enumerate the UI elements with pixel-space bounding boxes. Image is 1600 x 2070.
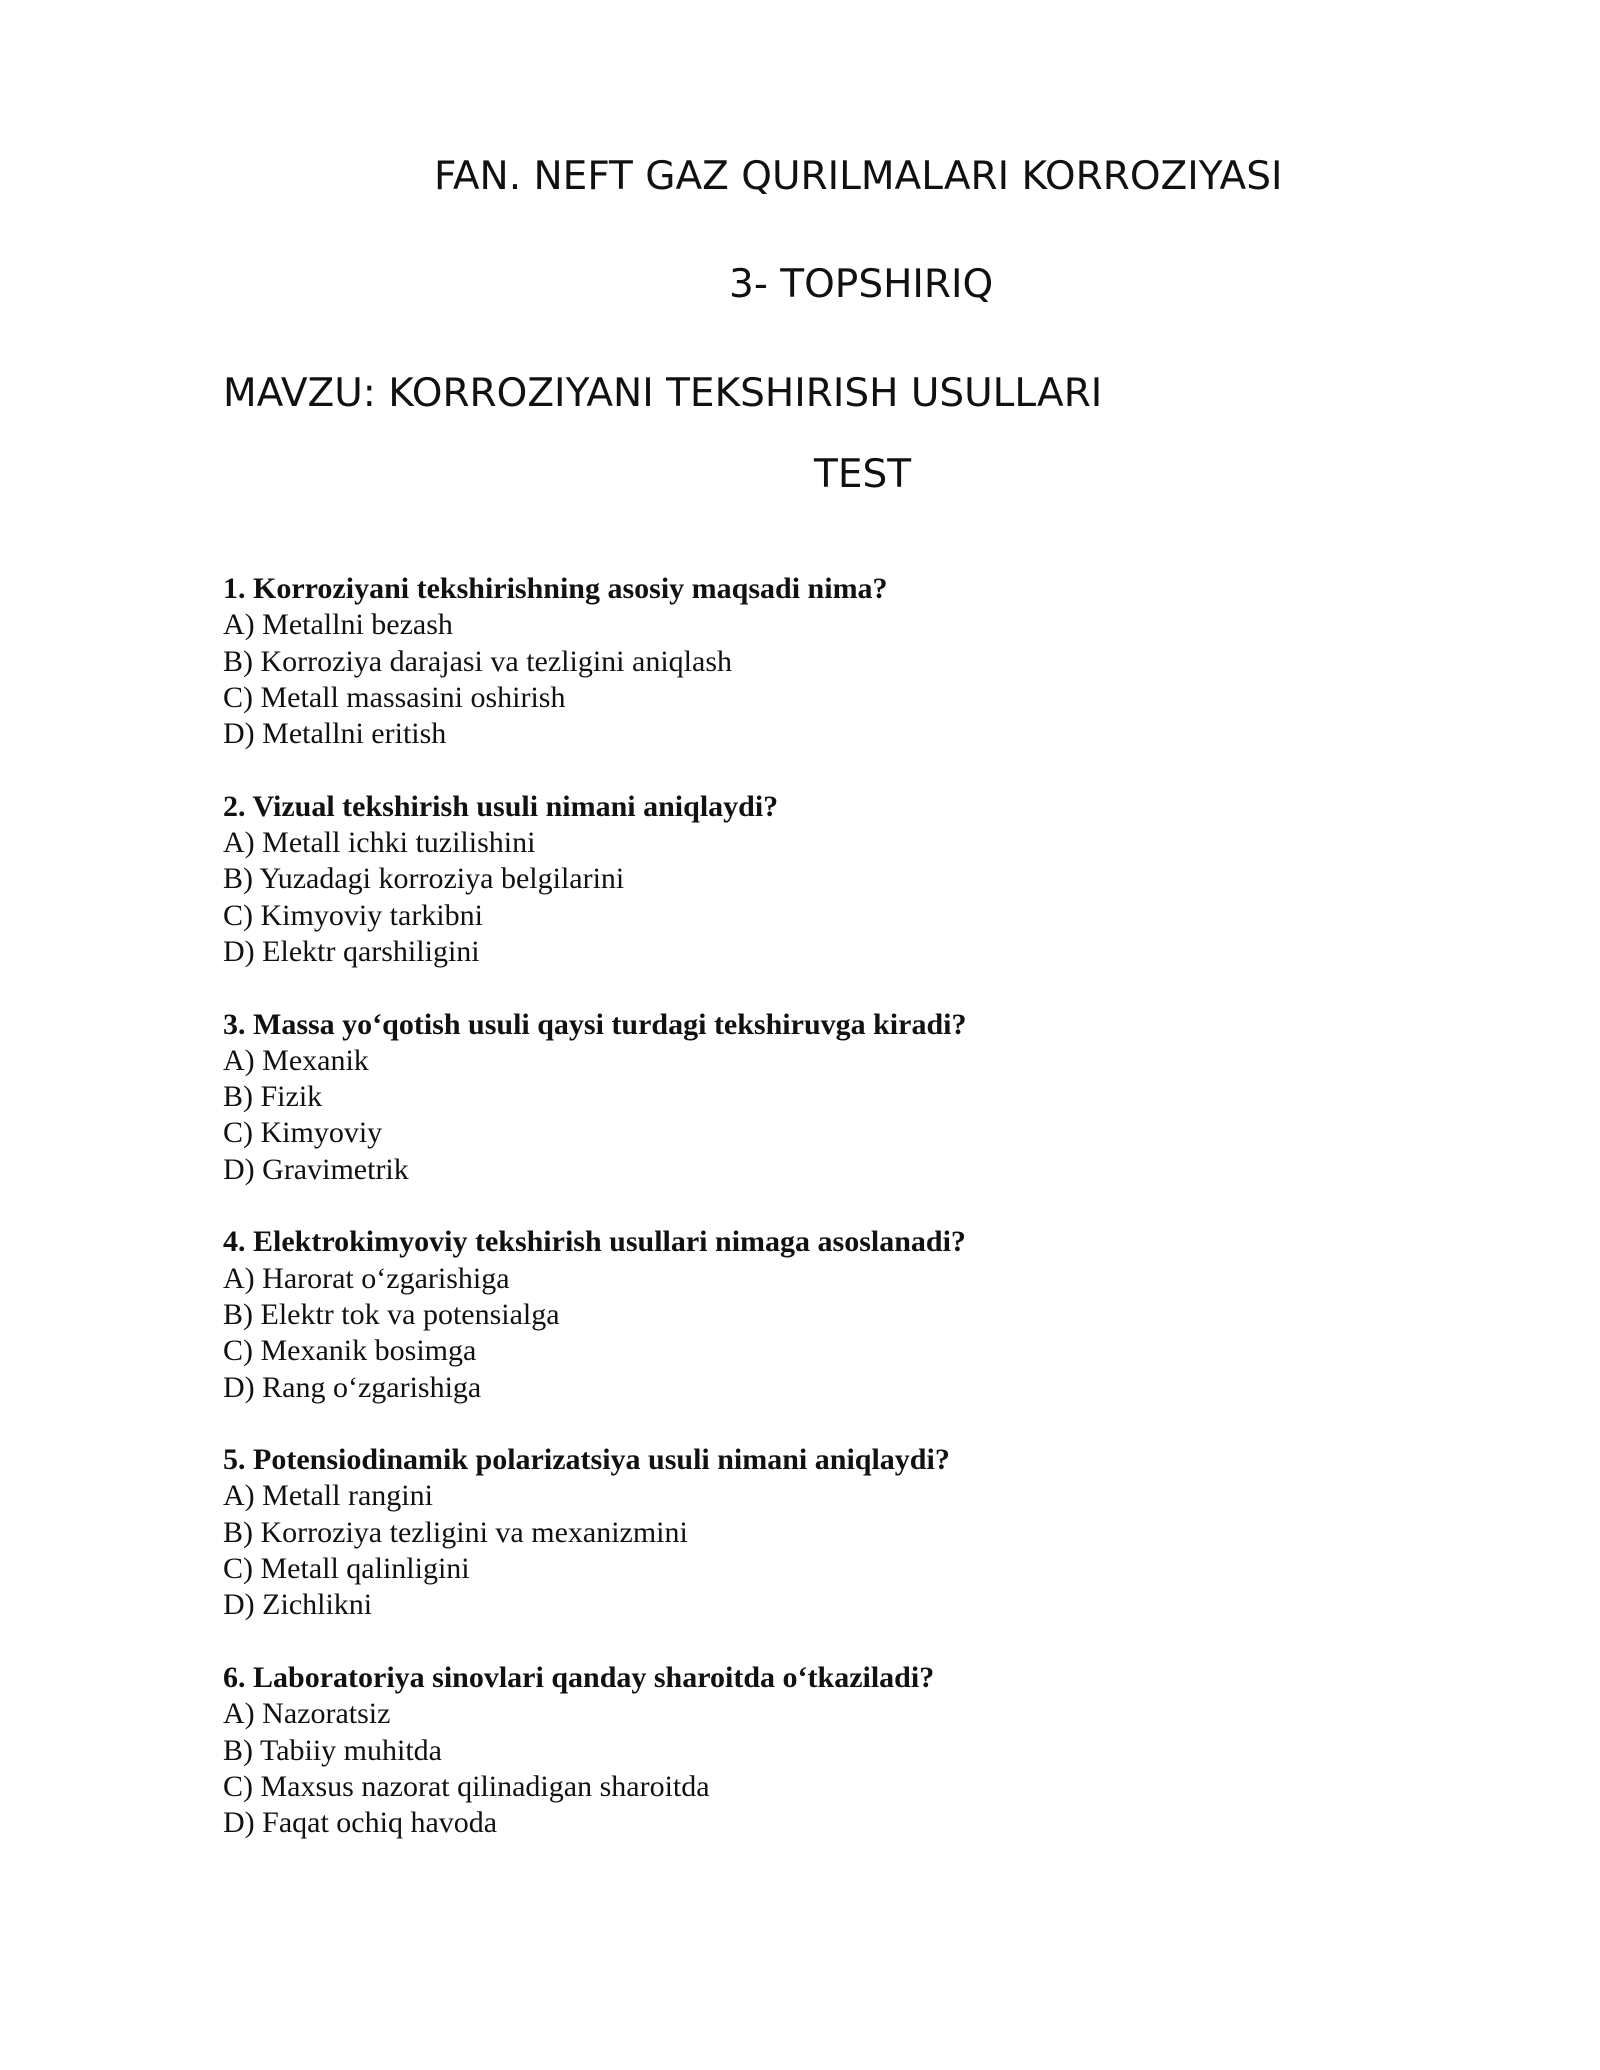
question-text: 6. Laboratoriya sinovlari qanday sharoitda o‘tkaziladi? [223,1660,935,1694]
answer-option-a[interactable]: A) Mexanik [223,1043,369,1077]
assignment-title: 3- TOPSHIRIQ [729,262,994,307]
question-1 [223,571,1473,752]
question-text: 1. Korroziyani tekshirishning asosiy maqsadi nima? [223,572,888,605]
answer-option-a[interactable]: A) Harorat o‘zgarishiga [223,1261,510,1295]
answer-option-c[interactable]: C) Maxsus nazorat qilinadigan sharoitda [223,1769,710,1803]
question-text: 3. Massa yo‘qotish usuli qaysi turdagi tekshiruvga kiradi? [223,1007,967,1041]
answer-option-b[interactable]: B) Yuzadagi korroziya belgilarini [223,862,625,896]
answer-option-c[interactable]: C) Metall massasini oshirish [223,680,566,714]
answer-option-b[interactable]: B) Korroziya tezligini va mexanizmini [223,1515,688,1549]
answer-option-a[interactable]: A) Metall ichki tuzilishini [223,826,536,860]
answer-option-d[interactable]: D) Rang o‘zgarishiga [223,1370,482,1404]
answer-option-a[interactable]: A) Nazoratsiz [223,1697,391,1731]
question-2 [223,789,1473,970]
answer-option-b[interactable]: B) Korroziya darajasi va tezligini aniqlash [223,644,732,678]
answer-option-c[interactable]: C) Kimyoviy [223,1116,383,1150]
answer-option-d[interactable]: D) Faqat ochiq havoda [223,1806,498,1840]
answer-option-b[interactable]: B) Fizik [223,1080,323,1114]
answer-option-b[interactable]: B) Tabiiy muhitda [223,1733,442,1767]
test-label: TEST [814,452,912,497]
answer-option-a[interactable]: A) Metall rangini [223,1479,433,1513]
answer-option-d[interactable]: D) Zichlikni [223,1588,373,1622]
question-text: 2. Vizual tekshirish usuli nimani aniqlaydi? [223,789,779,823]
answer-option-d[interactable]: D) Gravimetrik [223,1152,409,1186]
answer-option-c[interactable]: C) Metall qalinligini [223,1552,470,1586]
answer-option-a[interactable]: A) Metallni bezash [223,608,453,642]
course-title: FAN. NEFT GAZ QURILMALARI KORROZIYASI [434,154,1283,199]
question-text: 5. Potensiodinamik polarizatsiya usuli nimani aniqlaydi? [223,1443,950,1477]
answer-option-c[interactable]: C) Mexanik bosimga [223,1334,477,1368]
question-list [223,571,1473,1878]
answer-option-d[interactable]: D) Metallni eritish [223,717,447,751]
question-text: 4. Elektrokimyoviy tekshirish usullari nimaga asoslanadi? [223,1225,966,1259]
answer-option-b[interactable]: B) Elektr tok va potensialga [223,1297,560,1331]
question-6 [223,1660,1473,1841]
question-4 [223,1224,1473,1405]
answer-option-c[interactable]: C) Kimyoviy tarkibni [223,898,483,932]
answer-option-d[interactable]: D) Elektr qarshiligini [223,934,480,968]
question-5 [223,1442,1473,1623]
topic-title: MAVZU: KORROZIYANI TEKSHIRISH USULLARI [223,371,1103,416]
question-3 [223,1007,1473,1188]
